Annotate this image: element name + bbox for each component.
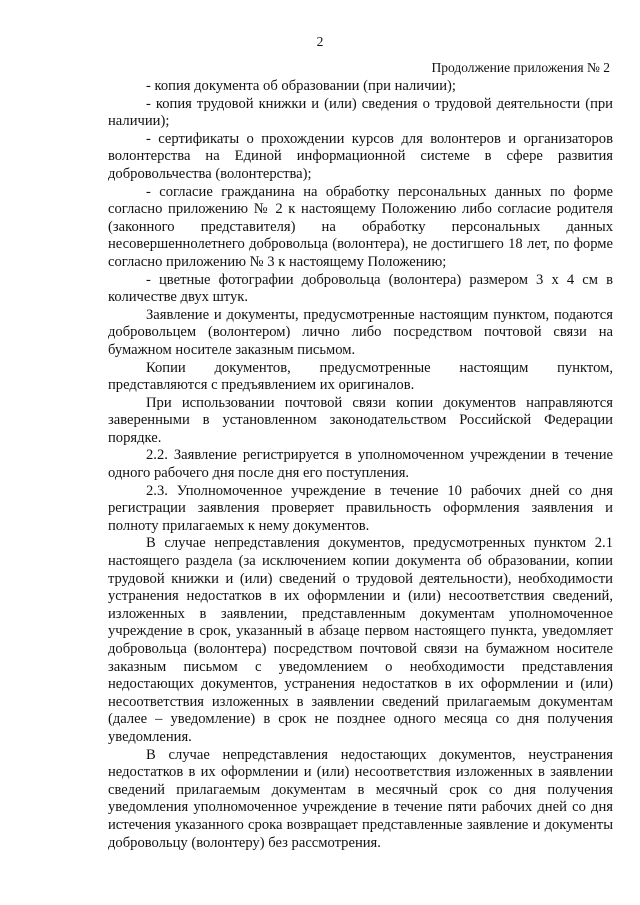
page-number: 2 <box>316 34 324 49</box>
paragraph-submission-method: Заявление и документы, предусмотренные настоящим пунктом, подаются добровольцем (волонтером) лично либо посредством почтовой связи на бумажном носителе заказным письмом. <box>108 306 613 358</box>
paragraph-color-photos: - цветные фотографии добровольца (волонтера) размером 3 х 4 см в количестве двух штук. <box>108 271 613 306</box>
appendix-continuation-note: Продолжение приложения № 2 <box>431 60 610 75</box>
paragraph-clause-2-3: 2.3. Уполномоченное учреждение в течение 10 рабочих дней со дня регистрации заявления проверяет правильность оформления заявления и полноту прилагаемых к нему документов. <box>108 482 613 534</box>
document-body <box>108 78 613 852</box>
paragraph-clause-2-2: 2.2. Заявление регистрируется в уполномоченном учреждении в течение одного рабочего дня после дня его поступления. <box>108 447 613 482</box>
paragraph-personal-data-consent: - согласие гражданина на обработку персональных данных по форме согласно приложению № 2 к настоящему Положению либо согласие родителя (законного представителя) на обработку персональных данных несовершеннолетнего добровольца (волонтера), не достигшего 18 лет, по форме согласно приложению № 3 к настоящему Положению; <box>108 183 613 270</box>
paragraph-education-document-copy: - копия документа об образовании (при наличии); <box>146 78 456 94</box>
paragraph-return-without-review: В случае непредставления недостающих документов, неустранения недостатков в их оформлении и (или) несоответствия изложенных в заявлении сведений прилагаемым документам в месячный срок со дня получения уведомления уполномоченное учреждение в течение пяти рабочих дней со дня истечения указанного срока возвращает представленные заявление и документы добровольцу (волонтеру) без рассмотрения. <box>108 746 613 851</box>
paragraph-course-certificates: - сертификаты о прохождении курсов для волонтеров и организаторов волонтерства на Единой информационной системе в сфере развития добровольчества (волонтерства); <box>108 130 613 182</box>
paragraph-copies-with-originals: Копии документов, предусмотренные настоящим пунктом, представляются с предъявлением их оригиналов. <box>108 359 613 394</box>
paragraph-missing-documents-notice: В случае непредставления документов, предусмотренных пунктом 2.1 настоящего раздела (за исключением копии документа об образовании, копии трудовой книжки и (или) сведений о трудовой деятельности), необходимости устранения недостатков в их оформлении и (или) несоответствия сведений, изложенных в заявлении, представленным документам уполномоченное учреждение в срок, указанный в абзаце первом настоящего пункта, уведомляет добровольца (волонтера) посредством почтовой связи на бумажном носителе заказным письмом с уведомлением о необходимости представления недостающих документов, устранения недостатков в их оформлении и (или) несоответствия изложенных в заявлении сведений прилагаемым документам (далее – уведомление) в срок не позднее одного месяца со дня получения уведомления. <box>108 535 613 745</box>
paragraph-work-record-copy: - копия трудовой книжки и (или) сведения о трудовой деятельности (при наличии); <box>108 95 613 130</box>
paragraph-postal-certified-copies: При использовании почтовой связи копии документов направляются заверенными в установленном законодательством Российской Федерации порядке. <box>108 394 613 446</box>
